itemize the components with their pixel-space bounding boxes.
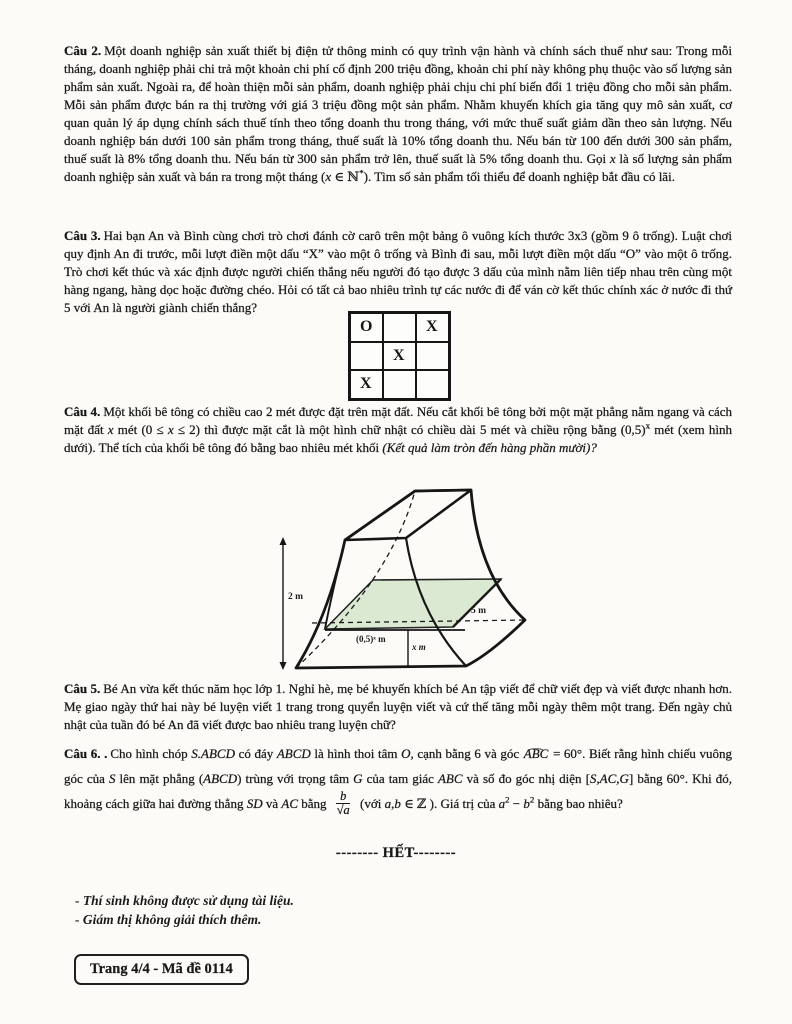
grid-cell: X <box>416 313 449 342</box>
page-number-box: Trang 4/4 - Mã đề 0114 <box>74 954 249 985</box>
question-text: Cho hình chóp S.ABCD có đáy ABCD là hình thoi tâm O, cạnh bằng 6 và góc ABC ⌢ = 60°. Biết rằng hình chiếu vuông góc của S lên mặt phẳng (ABCD) trùng với trọng tâm G của tam giác ABC và số đo góc nhị diện [S,AC,G] bằng 60°. Khi đó, khoảng cách giữa hai đường thẳng SD và AC bằng $\frac{b}{√a}$ (với a,b ∈ ℤ ). Giá trị của $a^2 - b^2$ bằng bao nhiêu? <box>64 746 732 811</box>
section-length-label: 5 m <box>471 606 487 616</box>
concrete-block-figure <box>266 482 598 680</box>
question-cau-4 <box>64 403 732 457</box>
arrowhead-bottom <box>280 662 287 670</box>
arrowhead-top <box>280 537 287 545</box>
question-label: Câu 5. <box>64 681 101 696</box>
grid-cell <box>383 370 416 399</box>
question-text: Hai bạn An và Bình cùng chơi trò chơi đánh cờ carô trên một bảng ô vuông kích thước 3x3 (gồm 9 ô trống). Luật chơi quy định An đi trước, mỗi lượt điền một dấu “X” vào một ô trống và Bình đi sau, mỗi lượt điền một dấu “O” vào một ô trống. Trò chơi kết thúc và xác định được người chiến thắng nếu người đó tạo được 3 dấu của mình nằm liên tiếp nhau trên cùng một hàng ngang, hàng dọc hoặc đường chéo. Hỏi có tất cả bao nhiêu trình tự các nước đi để ván cờ kết thúc chính xác ở nước đi thứ 5 với An là người giành chiến thắng? <box>64 228 732 315</box>
section-width-label: (0,5)ˣ m <box>356 634 386 644</box>
grid-cell <box>383 313 416 342</box>
grid-cell: X <box>350 370 383 399</box>
grid-cell: O <box>350 313 383 342</box>
grid-cell <box>416 342 449 371</box>
question-label: Câu 4. <box>64 404 101 419</box>
question-label: Câu 6. . <box>64 746 108 761</box>
question-text: Bé An vừa kết thúc năm học lớp 1. Nghỉ hè, mẹ bé khuyến khích bé An tập viết để chữ viết đẹp và viết được nhanh hơn. Mẹ giao ngày thứ hai này bé luyện viết 1 trang trong quyển luyện viết và cứ thế tăng mỗi ngày thêm một trang. Đến ngày chủ nhật của tuần đó bé An đã viết được bao nhiêu trang luyện chữ? <box>64 681 733 732</box>
het-divider: -------- HẾT-------- <box>335 845 457 861</box>
footer-notes <box>75 892 575 929</box>
question-text: Một doanh nghiệp sản xuất thiết bị điện tử thông minh có quy trình vận hành và chính sách thuế như sau: Trong mỗi tháng, doanh nghiệp phải chi trả một khoản chi phí cố định 200 triệu đồng, khoản chi phí này không phụ thuộc vào số lượng sản phẩm sản xuất. Ngoài ra, để hoàn thiện mỗi sản phẩm, doanh nghiệp phải chịu chi phí biến đổi 1 triệu đồng cho mỗi sản phẩm. Mỗi sản phẩm được bán ra thị trường với giá 3 triệu đồng một sản phẩm. Nhằm khuyến khích gia tăng quy mô sản xuất, cơ quan quản lý áp dụng chính sách thuế tính theo tổng doanh thu trong tháng, với mức thuế suất giảm dần theo sản lượng. Nếu doanh nghiệp bán dưới 100 sản phẩm trong tháng, thuế suất là 10% tổng doanh thu. Nếu bán từ 100 đến dưới 300 sản phẩm, thuế suất là 8% tổng doanh thu. Nếu bán từ 300 sản phẩm trở lên, thuế suất là 5% tổng doanh thu. Gọi x là số lượng sản phẩm doanh nghiệp sản xuất và bán ra trong một tháng (x ∈ ℕ*). Tìm số sản phẩm tối thiểu để doanh nghiệp bắt đầu có lãi. <box>64 43 732 184</box>
note-no-materials: - Thí sinh không được sử dụng tài liệu. <box>75 893 294 908</box>
note-no-explanation: - Giám thị không giải thích thêm. <box>75 911 262 927</box>
question-label: Câu 3. <box>64 228 101 243</box>
question-cau-5 <box>64 680 732 734</box>
question-cau-3 <box>64 227 732 317</box>
grid-cell <box>350 342 383 371</box>
height-label: 2 m <box>288 592 304 602</box>
question-text: Một khối bê tông có chiều cao 2 mét được đặt trên mặt đất. Nếu cắt khối bê tông bởi một mặt phẳng nằm ngang và cách mặt đất x mét (0 ≤ x ≤ 2) thì được mặt cắt là một hình chữ nhật có chiều dài 5 mét và chiều rộng bằng $(0,5)^x$ mét (xem hình dưới). Thể tích của khối bê tông đó bằng bao nhiêu mét khối (Kết quả làm tròn đến hàng phần mười)? <box>64 404 732 455</box>
grid-cell <box>416 370 449 399</box>
caro-grid <box>348 311 451 401</box>
question-label: Câu 2. <box>64 43 102 58</box>
cut-height-label: x m <box>412 642 426 652</box>
question-cau-2 <box>64 42 732 186</box>
question-cau-6 <box>64 742 732 819</box>
grid-cell: X <box>383 342 416 371</box>
